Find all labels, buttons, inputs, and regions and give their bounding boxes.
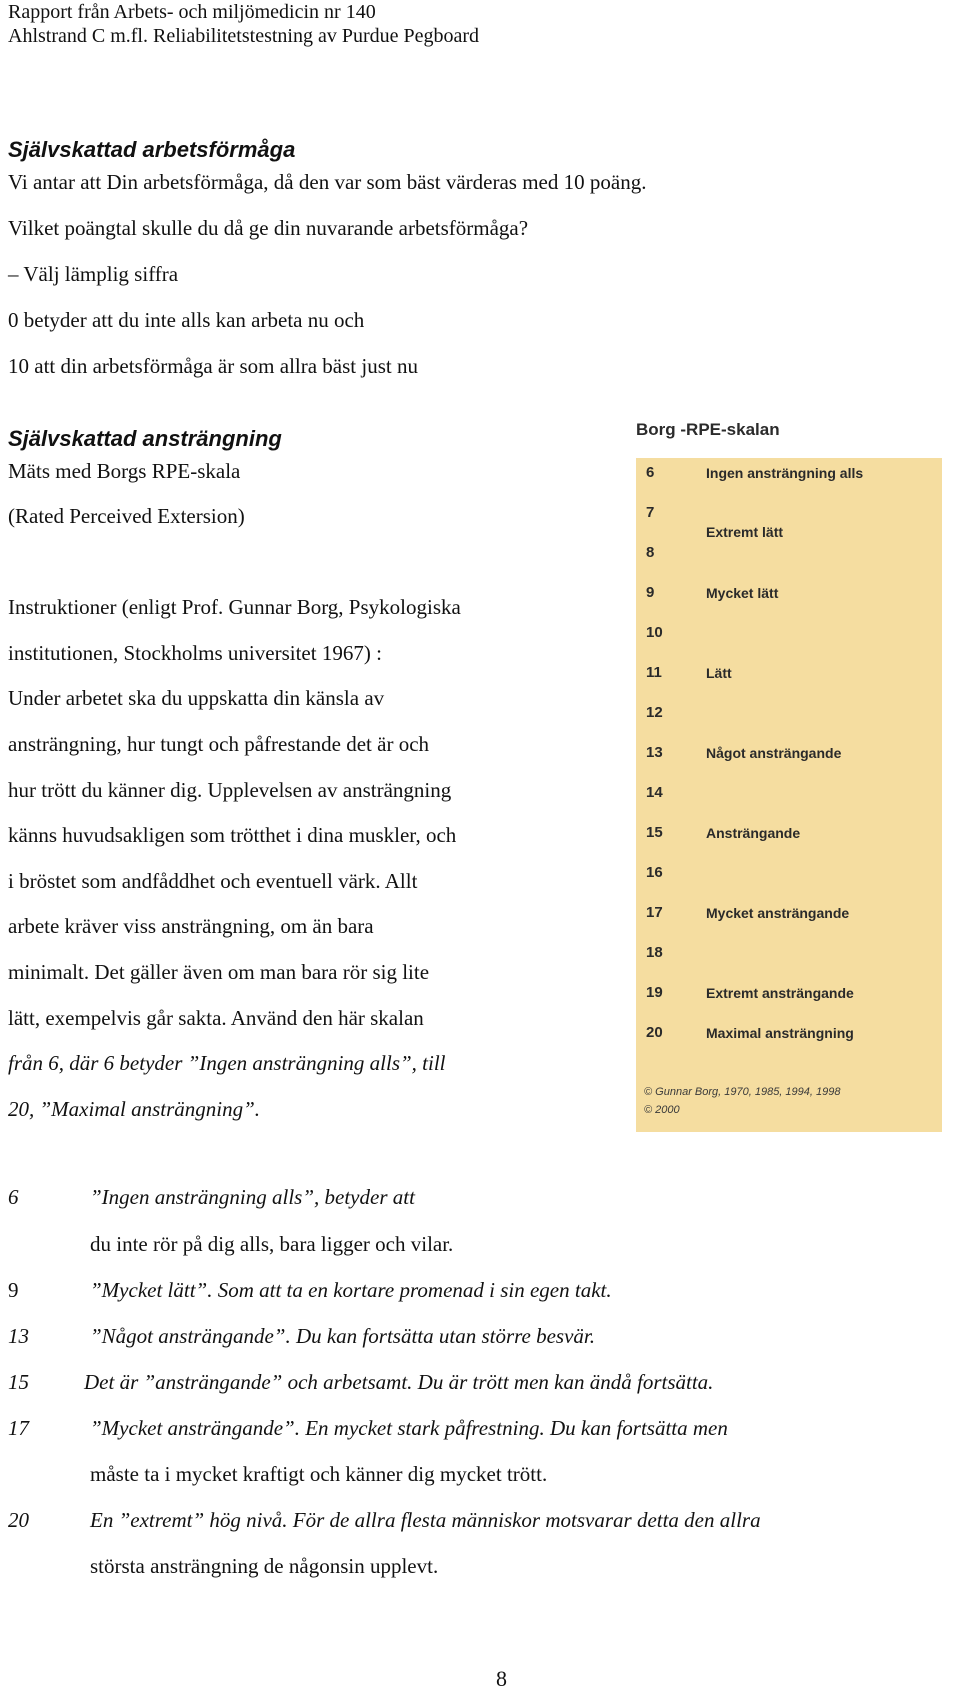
- definition-text: Det är ”ansträngande” och arbetsamt. Du är trött men kan ändå fortsätta.: [84, 1370, 714, 1394]
- instruction-line: Under arbetet ska du uppskatta din känsla av: [8, 686, 385, 710]
- borg-number: 16: [646, 864, 663, 881]
- borg-label: Extremt ansträngande: [706, 985, 854, 1001]
- definition-text: ”Mycket ansträngande”. En mycket stark påfrestning. Du kan fortsätta men: [90, 1416, 728, 1440]
- borg-scale-title: Borg -RPE-skalan: [636, 420, 780, 439]
- borg-label: Ingen ansträngning alls: [706, 465, 864, 481]
- instruction-line: institutionen, Stockholms universitet 1967) :: [8, 641, 382, 665]
- borg-label: Mycket lätt: [706, 585, 779, 601]
- borg-number: 13: [646, 744, 663, 761]
- instruction-line: i bröstet som andfåddhet och eventuell värk. Allt: [8, 869, 418, 893]
- definition-number: 17: [8, 1416, 29, 1440]
- instruction-italic-line: från 6, där 6 betyder ”Ingen ansträngning alls”, till: [8, 1051, 446, 1075]
- page-number: 8: [496, 1666, 507, 1691]
- report-header-line1: Rapport från Arbets- och miljömedicin nr 140: [8, 1, 376, 23]
- instruction-line: Instruktioner (enligt Prof. Gunnar Borg, Psykologiska: [8, 595, 461, 619]
- borg-copyright: © 2000: [644, 1104, 680, 1116]
- borg-number: 20: [646, 1024, 663, 1041]
- paragraph-line: Mäts med Borgs RPE-skala: [8, 459, 241, 483]
- borg-number: 7: [646, 504, 655, 521]
- instruction-line: minimalt. Det gäller även om man bara rör sig lite: [8, 960, 430, 984]
- instruction-line: känns huvudsakligen som trötthet i dina muskler, och: [8, 823, 457, 847]
- paragraph-line: Vilket poängtal skulle du då ge din nuvarande arbetsförmåga?: [8, 216, 529, 240]
- section-heading-work-ability: Självskattad arbetsförmåga: [8, 137, 296, 162]
- definition-continuation: måste ta i mycket kraftigt och känner dig mycket trött.: [90, 1462, 548, 1486]
- instruction-italic-line: 20, ”Maximal ansträngning”.: [8, 1097, 261, 1121]
- definition-number: 6: [8, 1185, 19, 1209]
- definition-number: 13: [8, 1324, 29, 1348]
- borg-label: Extremt lätt: [706, 524, 784, 540]
- instruction-line: hur trött du känner dig. Upplevelsen av ansträngning: [8, 778, 452, 802]
- borg-label: Mycket ansträngande: [706, 905, 850, 921]
- definition-number: 9: [8, 1278, 19, 1302]
- borg-copyright: © Gunnar Borg, 1970, 1985, 1994, 1998: [644, 1086, 841, 1098]
- report-header-line2: Ahlstrand C m.fl. Reliabilitetstestning av Purdue Pegboard: [8, 25, 480, 47]
- definition-text: En ”extremt” hög nivå. För de allra flesta människor motsvarar detta den allra: [90, 1508, 761, 1532]
- instruction-line: ansträngning, hur tungt och påfrestande det är och: [8, 732, 430, 756]
- borg-number: 9: [646, 584, 655, 601]
- definition-continuation: du inte rör på dig alls, bara ligger och vilar.: [90, 1232, 454, 1256]
- borg-label: Maximal ansträngning: [706, 1025, 854, 1041]
- definition-text: ”Något ansträngande”. Du kan fortsätta utan större besvär.: [90, 1324, 596, 1348]
- borg-number: 8: [646, 544, 655, 561]
- borg-number: 6: [646, 464, 655, 481]
- borg-number: 11: [646, 664, 662, 681]
- definition-text: ”Ingen ansträngning alls”, betyder att: [90, 1185, 415, 1209]
- paragraph-line: (Rated Perceived Extersion): [8, 504, 245, 528]
- paragraph-line: – Välj lämplig siffra: [8, 262, 179, 286]
- borg-number: 14: [646, 784, 663, 801]
- section-heading-exertion: Självskattad ansträngning: [8, 426, 282, 451]
- borg-label: Lätt: [706, 665, 732, 681]
- borg-number: 18: [646, 944, 663, 961]
- definition-number: 20: [8, 1508, 29, 1532]
- borg-scale-table: [636, 458, 942, 1132]
- definition-number: 15: [8, 1370, 29, 1394]
- borg-number: 12: [646, 704, 663, 721]
- borg-number: 15: [646, 824, 663, 841]
- borg-number: 17: [646, 904, 663, 921]
- borg-number: 19: [646, 984, 663, 1001]
- paragraph-line: Vi antar att Din arbetsförmåga, då den var som bäst värderas med 10 poäng.: [8, 170, 647, 194]
- borg-label: Något ansträngande: [706, 745, 842, 761]
- paragraph-line: 0 betyder att du inte alls kan arbeta nu och: [8, 308, 365, 332]
- instruction-line: lätt, exempelvis går sakta. Använd den här skalan: [8, 1006, 424, 1030]
- borg-number: 10: [646, 624, 663, 641]
- instruction-line: arbete kräver viss ansträngning, om än bara: [8, 914, 374, 938]
- borg-label: Ansträngande: [706, 825, 801, 841]
- definition-continuation: största ansträngning de någonsin upplevt.: [90, 1554, 439, 1578]
- paragraph-line: 10 att din arbetsförmåga är som allra bäst just nu: [8, 354, 418, 378]
- definition-text: ”Mycket lätt”. Som att ta en kortare promenad i sin egen takt.: [90, 1278, 612, 1302]
